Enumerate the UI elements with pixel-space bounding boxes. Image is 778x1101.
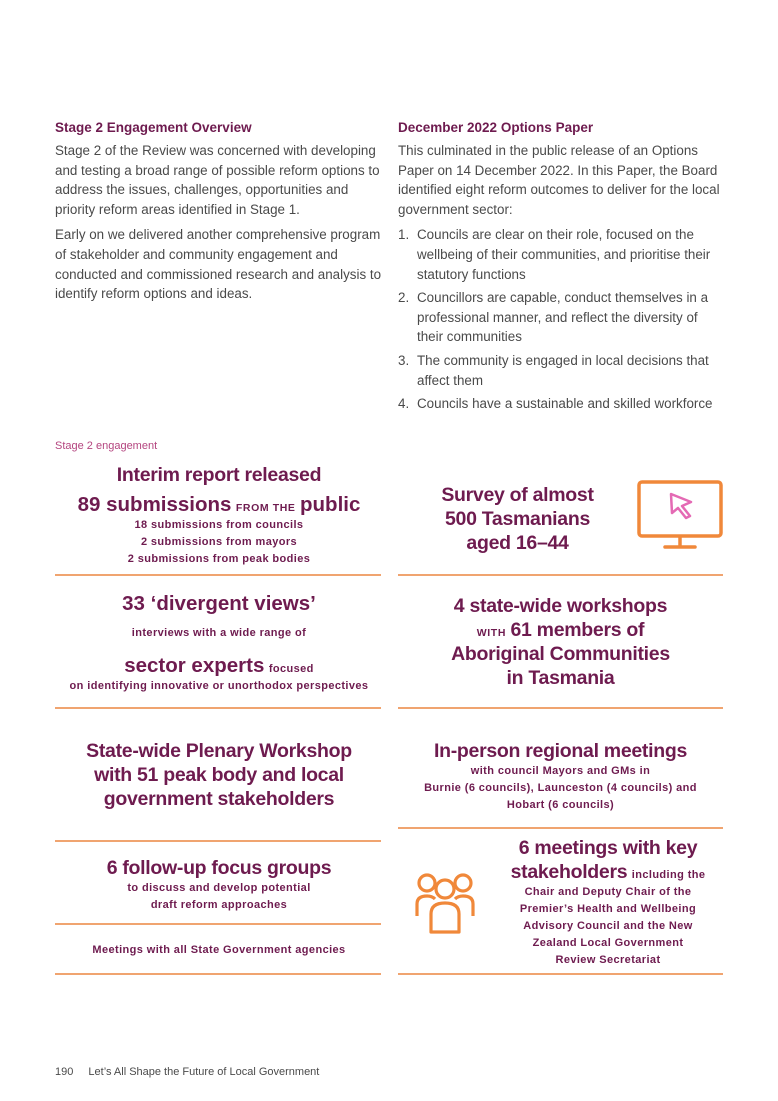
card-title: In-person regional meetings bbox=[433, 740, 688, 762]
outcomes-list bbox=[398, 225, 723, 413]
card-line: Meetings with all State Government agencies bbox=[92, 944, 346, 956]
list-text: Councillors are capable, conduct themselves in a professional manner, and reflect the diversity of their communities bbox=[417, 290, 709, 345]
page-number: 190 bbox=[55, 1066, 74, 1078]
paragraph: Early on we delivered another comprehensive program of stakeholder and community engagement and conducted and commissioned research and analysis to identify reform options and ideas. bbox=[55, 227, 382, 302]
card-line: 18 submissions from councils bbox=[134, 519, 304, 531]
submissions-count: 89 submissions bbox=[77, 493, 232, 516]
list-text: Councils have a sustainable and skilled workforce bbox=[417, 396, 713, 412]
card-line bbox=[492, 860, 724, 884]
divider bbox=[398, 827, 723, 829]
card-line bbox=[398, 618, 723, 642]
card-agencies bbox=[55, 942, 383, 959]
divider bbox=[398, 707, 723, 709]
card-line: with 51 peak body and local bbox=[94, 764, 344, 786]
list-number: 4. bbox=[398, 396, 410, 412]
experts-text: sector experts bbox=[124, 654, 265, 677]
card-line: Chair and Deputy Chair of the bbox=[524, 886, 692, 898]
card-survey bbox=[400, 483, 635, 555]
divider bbox=[55, 574, 381, 576]
card-line: Premier’s Health and Wellbeing bbox=[519, 903, 697, 915]
list-text: The community is engaged in local decisions that affect them bbox=[417, 352, 709, 388]
card-line: interviews with a wide range of bbox=[131, 627, 307, 639]
section-heading-engagement: Stage 2 Engagement Overview bbox=[55, 120, 252, 135]
card-title: 33 ‘divergent views’ bbox=[122, 592, 316, 615]
stakeholders-text: stakeholders bbox=[510, 861, 628, 883]
card-line: to discuss and develop potential bbox=[127, 882, 311, 894]
card-line: aged 16–44 bbox=[466, 532, 569, 554]
card-regional-meetings bbox=[398, 739, 723, 814]
card-title: 6 follow-up focus groups bbox=[106, 857, 332, 879]
divider bbox=[55, 973, 381, 975]
connector-text: focused bbox=[268, 663, 314, 675]
card-line: Advisory Council and the New bbox=[523, 920, 693, 932]
card-line: government stakeholders bbox=[103, 788, 335, 810]
card-focus-groups bbox=[55, 856, 383, 914]
card-headline bbox=[55, 493, 383, 517]
card-line: on identifying innovative or unorthodox perspectives bbox=[69, 680, 369, 692]
card-stakeholders bbox=[492, 836, 724, 969]
paragraph: Stage 2 of the Review was concerned with developing and testing a broad range of possible reform options to address the issues, challenges, opportunities and priority reform areas identified in Stage 1. bbox=[55, 143, 380, 217]
connector-text: WITH bbox=[476, 627, 507, 639]
card-line: State-wide Plenary Workshop bbox=[86, 740, 352, 762]
card-headline bbox=[55, 654, 383, 678]
card-line: 4 state-wide workshops bbox=[453, 595, 668, 617]
divider bbox=[55, 707, 381, 709]
card-line: 6 meetings with key bbox=[518, 837, 698, 859]
card-line: Zealand Local Government bbox=[532, 937, 684, 949]
card-plenary-workshop bbox=[55, 739, 383, 811]
right-column bbox=[398, 120, 723, 418]
card-interim-report bbox=[55, 463, 383, 568]
card-line: Review Secretariat bbox=[555, 954, 661, 966]
card-divergent-views bbox=[55, 592, 383, 695]
card-line: 2 submissions from mayors bbox=[140, 536, 298, 548]
figure-caption: Stage 2 engagement bbox=[55, 440, 158, 452]
people-group-icon bbox=[414, 870, 476, 934]
page-footer bbox=[55, 1066, 319, 1078]
section-heading-options-paper: December 2022 Options Paper bbox=[398, 120, 594, 135]
list-text: Councils are clear on their role, focused on the wellbeing of their communities, and prioritise their statutory functions bbox=[417, 227, 711, 282]
list-number: 2. bbox=[398, 290, 410, 306]
connector-text: including the bbox=[631, 869, 706, 881]
card-title: Interim report released bbox=[116, 464, 322, 486]
divider bbox=[55, 923, 381, 925]
list-item bbox=[398, 288, 723, 347]
list-item bbox=[398, 225, 723, 284]
card-line: Hobart (6 councils) bbox=[506, 799, 615, 811]
list-number: 1. bbox=[398, 227, 410, 243]
connector-text: FROM THE bbox=[235, 502, 296, 514]
divider bbox=[398, 973, 723, 975]
card-workshops bbox=[398, 594, 723, 690]
card-line: Burnie (6 councils), Launceston (4 councils) and bbox=[424, 782, 697, 794]
card-line: 2 submissions from peak bodies bbox=[127, 553, 311, 565]
card-line: in Tasmania bbox=[506, 667, 615, 689]
computer-monitor-icon bbox=[637, 480, 723, 552]
paragraph: This culminated in the public release of an Options Paper on 14 December 2022. In this Paper, the Board identified eight reform outcomes to deliver for the local government sector: bbox=[398, 143, 720, 217]
footer-title: Let’s All Shape the Future of Local Government bbox=[88, 1066, 320, 1078]
card-line: 500 Tasmanians bbox=[444, 508, 591, 530]
list-number: 3. bbox=[398, 352, 410, 368]
list-item bbox=[398, 351, 723, 390]
left-column bbox=[55, 120, 383, 310]
list-item bbox=[398, 394, 723, 414]
card-line: draft reform approaches bbox=[150, 899, 288, 911]
card-line-part: 61 members of bbox=[510, 619, 645, 641]
divider bbox=[398, 574, 723, 576]
card-line: Aboriginal Communities bbox=[451, 643, 670, 665]
public-text: public bbox=[300, 493, 361, 516]
divider bbox=[55, 840, 381, 842]
card-line: with council Mayors and GMs in bbox=[470, 765, 651, 777]
card-line: Survey of almost bbox=[441, 484, 594, 506]
